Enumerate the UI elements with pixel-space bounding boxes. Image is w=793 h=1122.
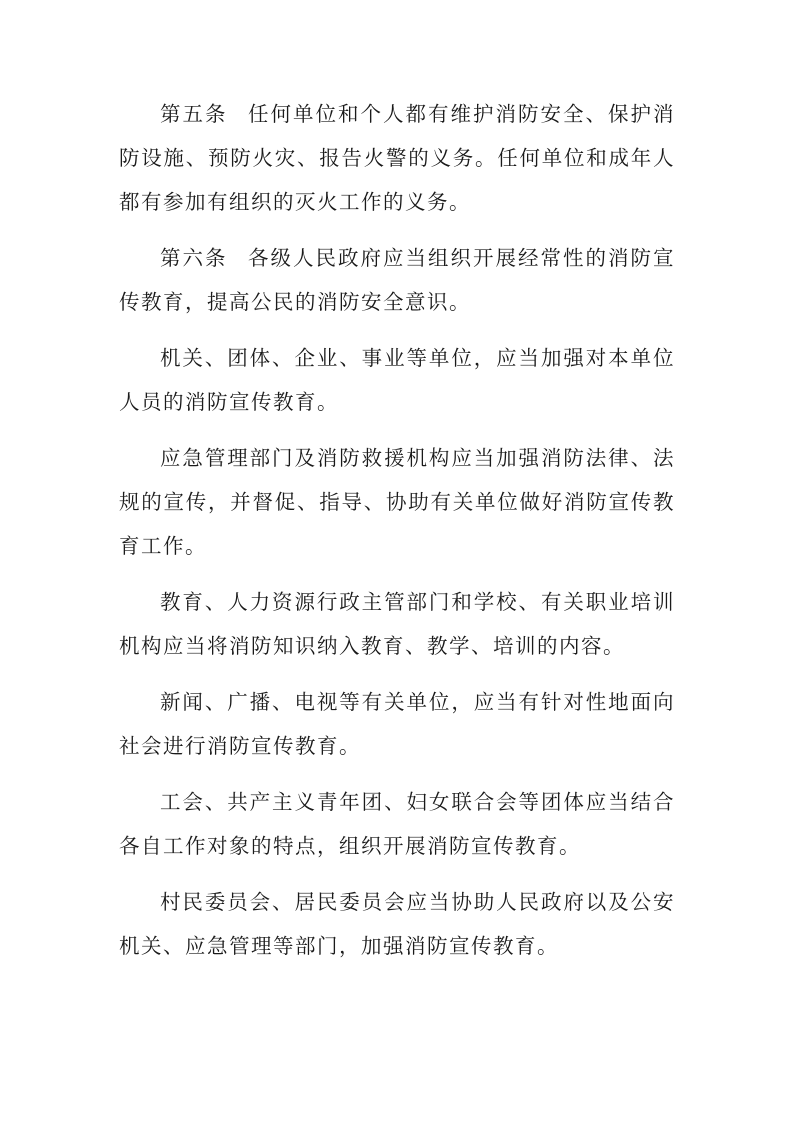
paragraph-text: 新闻、广播、电视等有关单位，应当有针对性地面向社会进行消防宣传教育。 (119, 690, 675, 758)
paragraph (119, 680, 675, 768)
paragraph-text: 工会、共产主义青年团、妇女联合会等团体应当结合各自工作对象的特点，组织开展消防宣传教育。 (119, 790, 675, 858)
paragraph (119, 580, 675, 668)
article-number: 第六条 (160, 246, 228, 270)
document-body (119, 92, 675, 980)
paragraph (119, 880, 675, 968)
paragraph (119, 436, 675, 568)
paragraph (119, 336, 675, 424)
paragraph-text: 各级人民政府应当组织开展经常性的消防宣传教育，提高公民的消防安全意识。 (119, 246, 675, 314)
paragraph-article-6 (119, 236, 675, 324)
paragraph-text: 应急管理部门及消防救援机构应当加强消防法律、法规的宣传，并督促、指导、协助有关单位做好消防宣传教育工作。 (119, 446, 675, 558)
article-number: 第五条 (160, 102, 228, 126)
paragraph-text: 机关、团体、企业、事业等单位，应当加强对本单位人员的消防宣传教育。 (119, 346, 675, 414)
paragraph-text: 村民委员会、居民委员会应当协助人民政府以及公安机关、应急管理等部门，加强消防宣传教育。 (119, 890, 675, 958)
paragraph (119, 780, 675, 868)
paragraph-text: 任何单位和个人都有维护消防安全、保护消防设施、预防火灾、报告火警的义务。任何单位和成年人都有参加有组织的灭火工作的义务。 (119, 102, 675, 214)
paragraph-text: 教育、人力资源行政主管部门和学校、有关职业培训机构应当将消防知识纳入教育、教学、培训的内容。 (119, 590, 675, 658)
paragraph-article-5 (119, 92, 675, 224)
